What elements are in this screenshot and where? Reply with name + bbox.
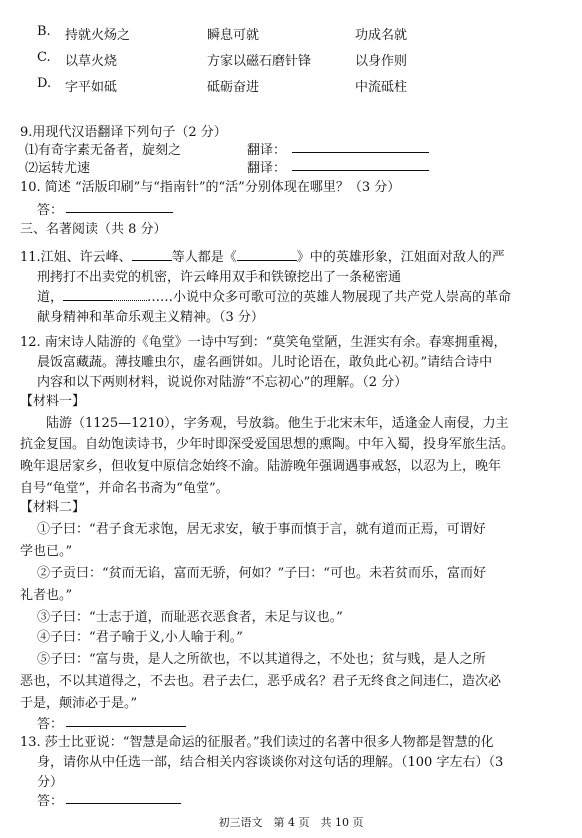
q9-title: 9.用现代汉语翻译下列句子（2 分） <box>20 125 227 140</box>
q11-blank-passage[interactable] <box>63 287 111 301</box>
material-1-title: 【材料一】 <box>20 394 86 409</box>
option-b-label: B. <box>37 24 51 39</box>
option-d-label: D. <box>37 76 52 91</box>
q11-dotted-blank[interactable] <box>111 287 147 301</box>
page-footer: 初三语文 第 4 页 共 10 页 <box>218 816 364 829</box>
option-b-phrase-1: 持就火炀之 <box>65 28 131 43</box>
q11-text-a: 11.江姐、许云峰、 <box>20 250 132 265</box>
q11-text-e: ……小说中众多可歌可泣的英雄人物展现了共产党人崇高的革命 <box>147 290 512 305</box>
q10-answer-field[interactable] <box>66 199 173 217</box>
material-2-line-8: 恶也，不以其道得之，不去也。君子去仁，恶乎成名？君子无终食之间违仁，造次必 <box>20 674 502 689</box>
material-2-line-2: 学也已。” <box>20 544 73 559</box>
q9-translate-label-1: 翻译： <box>247 143 287 158</box>
option-c-label: C. <box>37 50 51 65</box>
option-d-phrase-1: 字平如砥 <box>65 80 118 95</box>
q12-answer-label: 答： <box>37 717 64 732</box>
q9-sentence-2: ⑵运转尤速 <box>25 161 91 176</box>
material-2-line-1: ①子曰：“君子食无求饱，居无求安，敏于事而慎于言，就有道而正焉，可谓好 <box>37 522 486 537</box>
q11-line-2: 刑拷打不出卖党的机密，许云峰用双手和铁镣挖出了一条秘密通 <box>37 270 402 285</box>
q12-line-3: 内容和以下两则材料，说说你对陆游“不忘初心”的理解。（2 分） <box>37 375 408 390</box>
material-1-line-2: 抗金复国。自幼饱读诗书，少年时即深受爱国思想的熏陶。中年入蜀，投身军旅生活。 <box>20 437 515 452</box>
option-c-phrase-3: 以身作则 <box>355 54 408 69</box>
material-2-line-6: ④子曰：“君子喻于义,小人喻于利。” <box>37 630 243 645</box>
section-3-title: 三、名著阅读（共 8 分） <box>20 222 167 237</box>
q11-line-4: 献身精神和革命乐观主义精神。（3 分） <box>37 310 264 325</box>
material-2-line-3: ②子贡曰：“贫而无谄，富而无骄，何如？”子曰：“可也。未若贫而乐，富而好 <box>37 566 486 581</box>
option-c-phrase-1: 以草火烧 <box>65 54 118 69</box>
q11-text-c: 》中的英雄形象，江姐面对敌人的严 <box>296 250 505 265</box>
q9-answer-field-2[interactable] <box>292 157 429 175</box>
q13-answer-field[interactable] <box>66 790 181 808</box>
q11-text-b: 等人都是《 <box>171 250 237 265</box>
q9-answer-field-1[interactable] <box>292 139 429 157</box>
q13-line-1: 13. 莎士比亚说：“智慧是命运的征服者。”我们读过的名著中很多人物都是智慧的化 <box>20 735 494 750</box>
q10-prompt: 10. 简述 “活版印刷”与“指南针”的“活”分别体现在哪里？（3 分） <box>20 180 401 195</box>
q10-answer-label: 答： <box>37 203 64 218</box>
q11-blank-book-title[interactable] <box>237 247 297 261</box>
material-1-line-4: 自号“龟堂”，并命名书斋为“龟堂”。 <box>20 481 229 496</box>
q11-line-3 <box>37 286 511 305</box>
q12-line-2: 晨饭富藏蔬。薄技雕虫尔，虚名画饼如。儿时论语在，敢负此心初。”请结合诗中 <box>37 355 493 370</box>
q13-line-3: 分） <box>37 775 64 790</box>
option-d-phrase-2: 砥砺奋进 <box>207 80 260 95</box>
material-2-line-5: ③子曰：“士志于道，而耻恶衣恶食者，未足与议也。” <box>37 610 343 625</box>
q13-answer-label: 答： <box>37 794 64 809</box>
q13-line-2: 身，请你从中任选一部，结合相关内容谈谈你对这句话的理解。（100 字左右）（3 <box>37 755 504 770</box>
option-b-phrase-2: 瞬息可就 <box>207 28 260 43</box>
q11-blank-names[interactable] <box>132 247 172 261</box>
material-1-line-1: 陆游（1125—1210），字务观，号放翁。他生于北宋末年，适逢金人南侵，力主 <box>46 416 509 431</box>
q11-text-d: 道， <box>37 290 64 305</box>
q11-line-1 <box>20 246 505 265</box>
q9-translate-label-2: 翻译： <box>247 161 287 176</box>
q12-line-1: 12. 南宋诗人陆游的《龟堂》一诗中写到：“莫笑龟堂陋，生涯实有余。春寒拥重褐， <box>20 335 507 350</box>
material-2-line-4: 礼者也。” <box>20 588 73 603</box>
q9-sentence-1: ⑴有奇字素无备者，旋刻之 <box>25 143 182 158</box>
material-2-line-7: ⑤子曰：“富与贵，是人之所欲也，不以其道得之，不处也；贫与贱，是人之所 <box>37 652 486 667</box>
option-b-phrase-3: 功成名就 <box>355 28 408 43</box>
q12-answer-field[interactable] <box>66 713 186 731</box>
option-c-phrase-2: 方家以磁石磨针锋 <box>207 54 312 69</box>
material-1-line-3: 晚年退居家乡，但收复中原信念始终不渝。陆游晚年强调遇事戒怒，以忍为上，晚年 <box>20 459 502 474</box>
material-2-title: 【材料二】 <box>20 500 86 515</box>
option-d-phrase-3: 中流砥柱 <box>355 80 408 95</box>
material-2-line-9: 于是，颠沛必于是。” <box>20 696 138 711</box>
